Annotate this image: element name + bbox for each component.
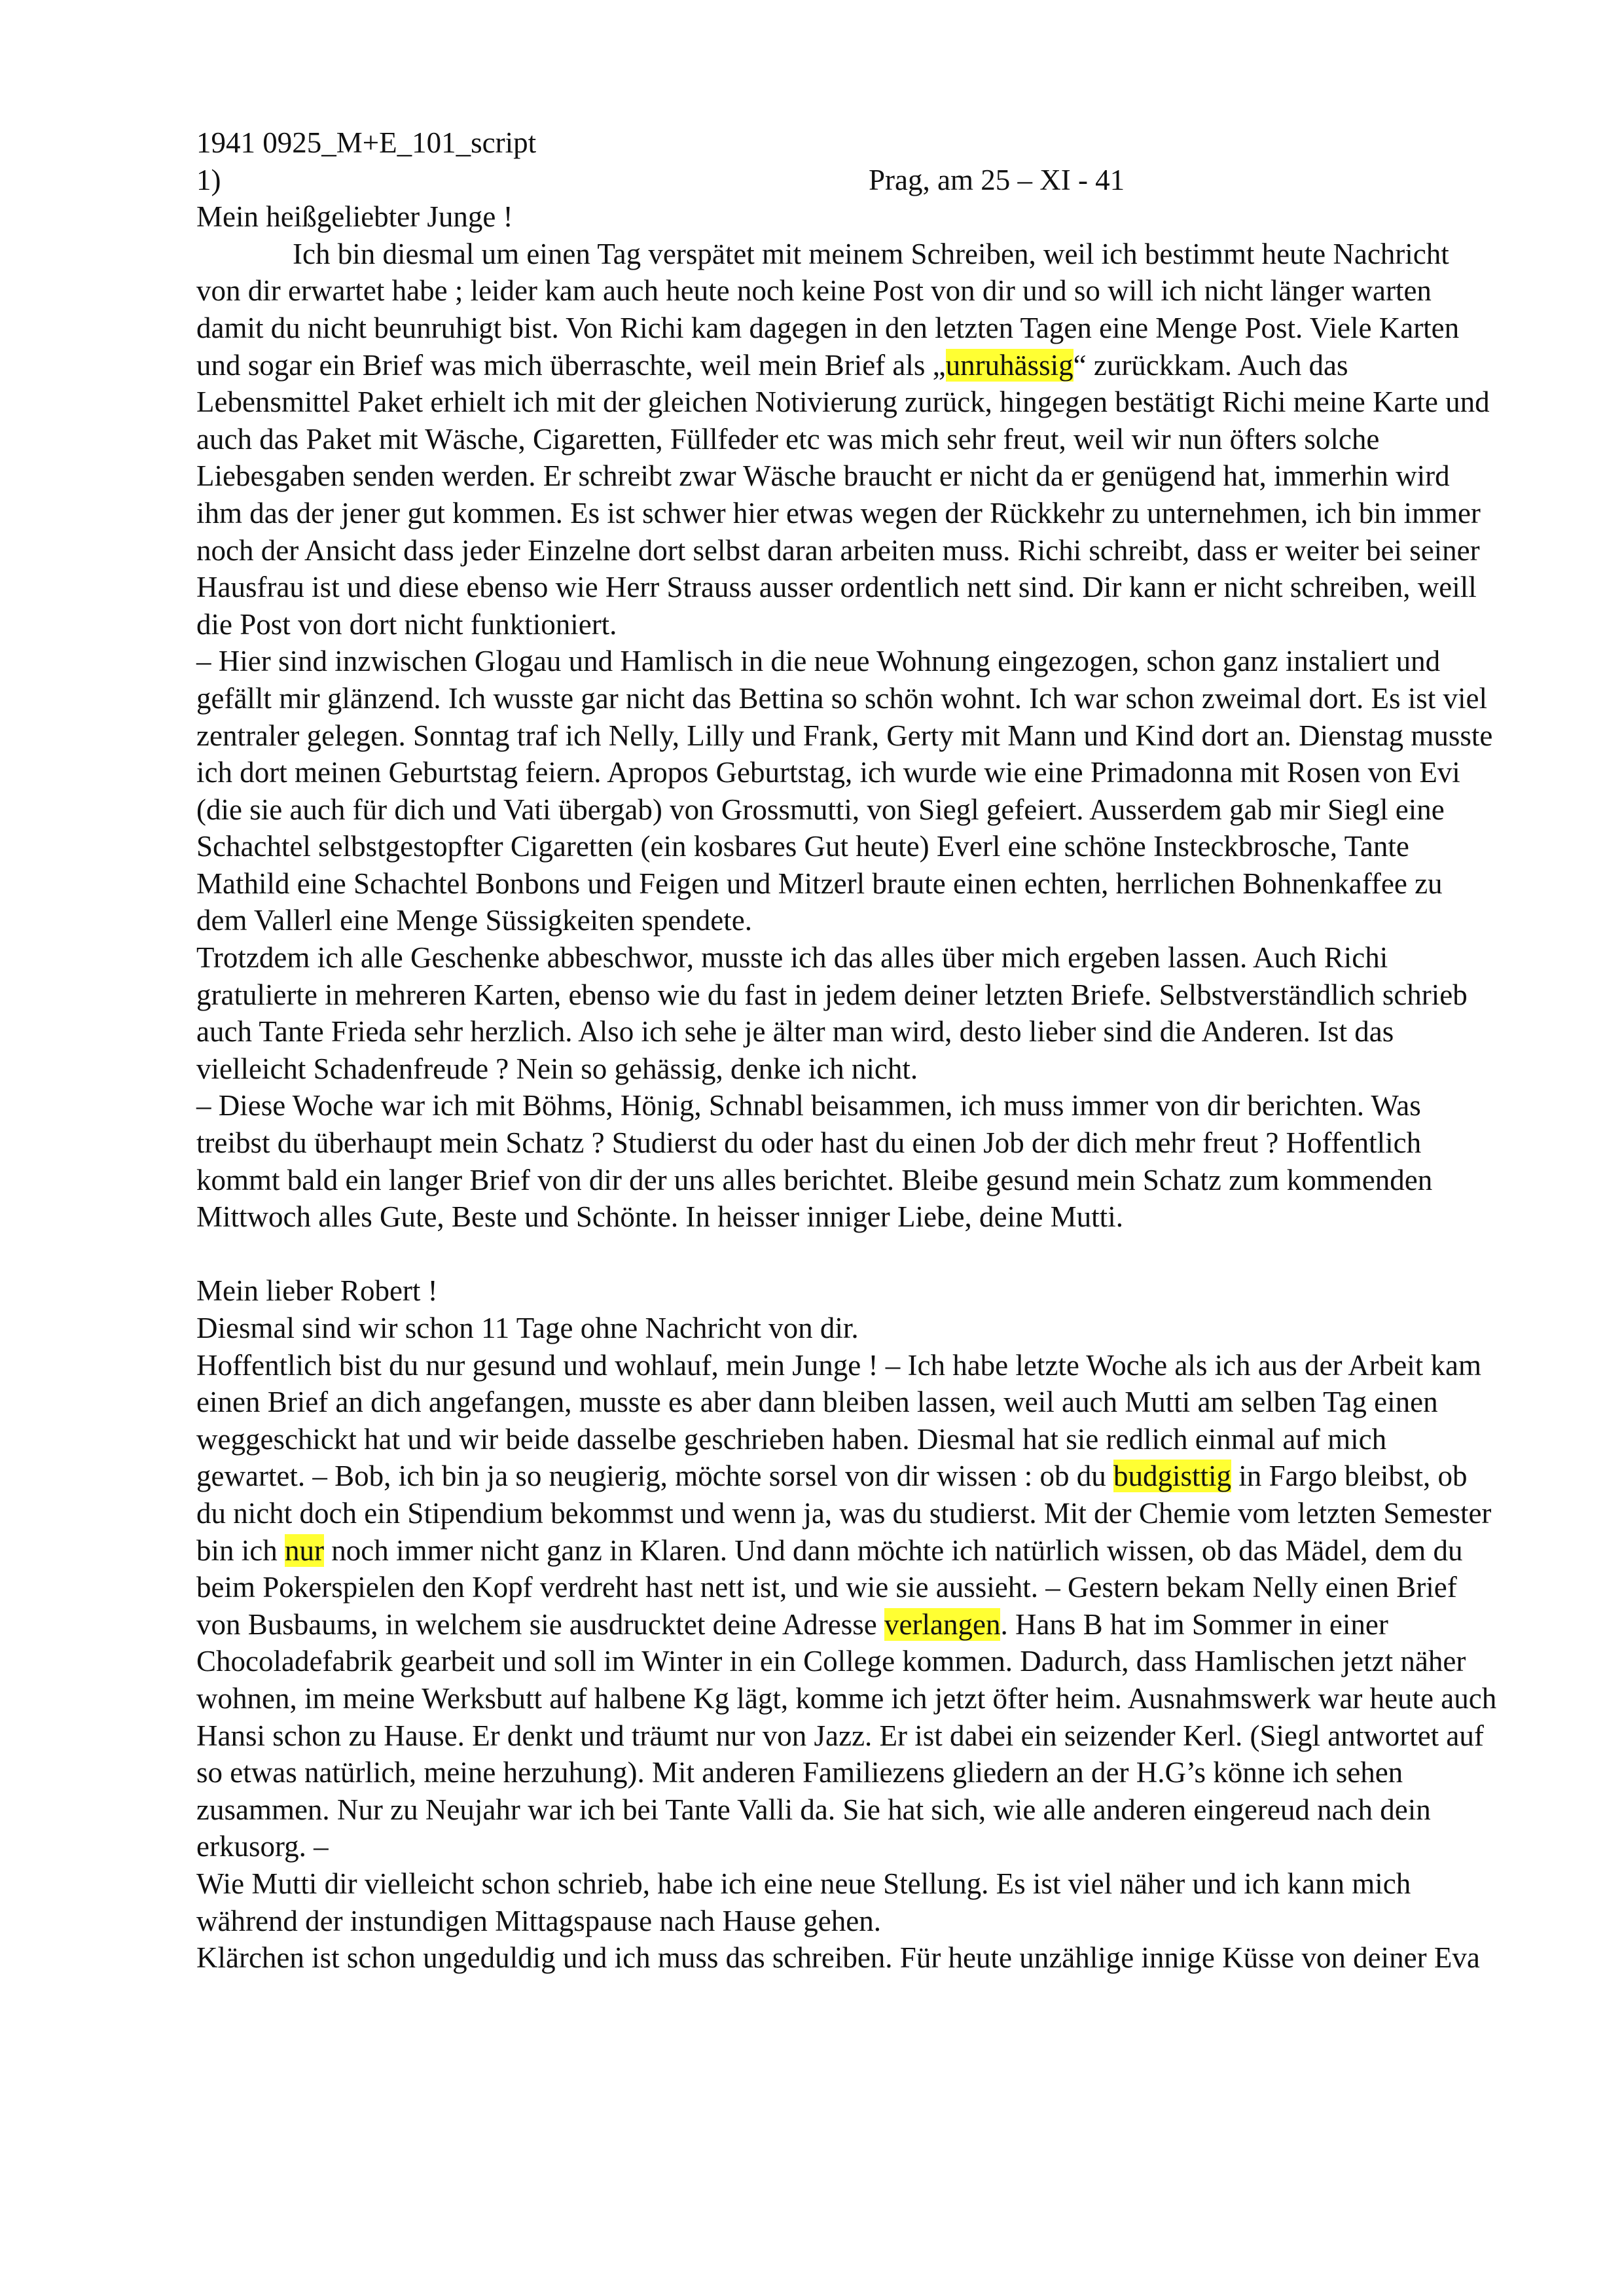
letter2-paragraph-3: Wie Mutti dir vielleicht schon schrieb, habe ich eine neue Stellung. Es ist viel näher und ich kann mich während der instundigen Mittagspause nach Hause gehen. — [196, 1867, 1411, 1937]
letter1-paragraph-1 — [196, 236, 1499, 643]
letter2-paragraph-1: Diesmal sind wir schon 11 Tage ohne Nachricht von dir. — [196, 1312, 859, 1344]
text-segment: . Hans B hat im Sommer in einer Chocoladefabrik gearbeit und soll im Winter in ein College kommen. Dadurch, dass Hamlischen jetzt näher wohnen, im meine Werksbutt auf halbene Kg lägt, komme ich jetzt öfter heim. Ausnahmswerk war heute auch Hansi schon zu Hause. Er denkt und träumt nur von Jazz. Er ist dabei ein seizender Kerl. (Siegl antwortet auf so etwas natürlich, meine herzuhung). Mit anderen Familiezens gliedern an der H.G’s könne ich sehen zusammen. Nur zu Neujahr war ich bei Tante Valli da. Sie hat sich, wie alle anderen eingereud nach dein erkusorg. – — [196, 1607, 1497, 1863]
place-date: Prag, am 25 – XI - 41 — [869, 163, 1125, 196]
text-segment: noch immer nicht ganz in Klaren. Und dann möchte ich natürlich wissen, ob das Mädel, dem du beim Pokerspielen den Kopf verdreht hast nett ist, und wie sie aussieht. – Gestern bekam Nelly einen Brief von Busbaums, in welchem sie ausdrucktet deine Adresse — [196, 1534, 1463, 1641]
text-segment: “ zurückkam. Auch das Lebensmittel Paket erhielt ich mit der gleichen Notivierung zurück, hingegen bestätigt Richi meine Karte und auch das Paket mit Wäsche, Cigaretten, Füllfeder etc was mich sehr freut, weil wir nun öfters solche Liebesgaben senden werden. Er schreibt zwar Wäsche braucht er nicht da er genügend hat, immerhin wird ihm das der jener gut kommen. Es ist schwer hier etwas wegen der Rückkehr zu unternehmen, ich bin immer noch der Ansicht dass jeder Einzelne dort selbst daran arbeiten muss. Richi schreibt, dass er weiter bei seiner Hausfrau ist und diese ebenso wie Herr Strauss ausser ordentlich nett sind. Dir kann er nicht schreiben, weill die Post von dort nicht funktioniert. — [196, 348, 1490, 641]
letter1-paragraph-4: – Diese Woche war ich mit Böhms, Hönig, Schnabl beisammen, ich muss immer von dir berichten. Was treibst du überhaupt mein Schatz ? Studierst du oder hast du einen Job der dich mehr freut ? Hoffentlich kommt bald ein langer Brief von dir der uns alles berichtet. Bleibe gesund mein Schatz zum kommenden Mittwoch alles Gute, Beste und Schönte. In heisser inniger Liebe, deine Mutti. — [196, 1089, 1433, 1234]
highlighted-word: nur — [284, 1534, 324, 1567]
letter1-paragraph-3: Trotzdem ich alle Geschenke abbeschwor, musste ich das alles über mich ergeben lassen. Auch Richi gratulierte in mehreren Karten, ebenso wie du fast in jedem deiner letzten Briefe. Selbstverständlich schrieb auch Tante Frieda sehr herzlich. Also ich sehe je älter man wird, desto lieber sind die Anderen. Ist das vielleicht Schadenfreude ? Nein so gehässig, denke ich nicht. — [196, 941, 1468, 1085]
highlighted-word: verlangen — [884, 1607, 1001, 1641]
letter2-salutation: Mein lieber Robert ! — [196, 1274, 438, 1308]
text-segment: Ich bin diesmal um einen Tag verspätet mit meinem Schreiben, weil ich bestimmt heute Nachricht von dir erwartet habe ; leider kam auch heute noch keine Post von dir und so will ich nicht länger warten damit du nicht beunruhigt bist. Von Richi kam dagegen in den letzten Tagen eine Menge Post. Viele Karten und sogar ein Brief was mich überraschte, weil mein Brief als „ — [196, 237, 1460, 382]
letter1-paragraph-2: – Hier sind inzwischen Glogau und Hamlisch in die neue Wohnung eingezogen, schon ganz instaliert und gefällt mir glänzend. Ich wusste gar nicht das Bettina so schön wohnt. Ich war schon zweimal dort. Es ist viel zentraler gelegen. Sonntag traf ich Nelly, Lilly und Frank, Gerty mit Mann und Kind dort an. Dienstag musste ich dort meinen Geburtstag feiern. Apropos Geburtstag, ich wurde wie eine Primadonna mit Rosen von Evi (die sie auch für dich und Vati übergab) von Grossmutti, von Siegl gefeiert. Ausserdem gab mir Siegl eine Schachtel selbstgestopfter Cigaretten (ein kosbares Gut heute) Everl eine schöne Insteckbrosche, Tante Mathild eine Schachtel Bonbons und Feigen und Mitzerl braute einen echten, herrlichen Bohnenkaffee zu dem Vallerl eine Menge Süssigkeiten spendete. — [196, 645, 1493, 937]
highlighted-word: unruhässig — [945, 348, 1074, 382]
letter1-salutation: Mein heißgeliebter Junge ! — [196, 200, 513, 234]
file-label: 1941 0925_M+E_101_script — [196, 126, 537, 159]
letter2-paragraph-4: Klärchen ist schon ungeduldig und ich muss das schreiben. Für heute unzählige innige Küsse von deiner Eva — [196, 1941, 1480, 1975]
spacer — [196, 1236, 1499, 1273]
highlighted-word: budgisttig — [1113, 1460, 1232, 1493]
document-page — [196, 124, 1499, 1977]
letter2-paragraph-2 — [196, 1347, 1499, 1865]
text-segment: in Fargo bleibst, ob du nicht doch ein Stipendium bekommst und wenn ja, was du studierst. Mit der Chemie vom letzten Semester bin ich — [196, 1460, 1492, 1567]
text-segment: Hoffentlich bist du nur gesund und wohlauf, mein Junge ! – Ich habe letzte Woche als ich aus der Arbeit kam einen Brief an dich angefangen, musste es aber dann bleiben lassen, weil auch Mutti am selben Tag einen weggeschickt hat und wir beide dasselbe geschrieben haben. Diesmal hat sie redlich einmal auf mich gewartet. – Bob, ich bin ja so neugierig, möchte sorsel von dir wissen : ob du — [196, 1348, 1481, 1493]
page-number: 1) — [196, 163, 221, 196]
header-row — [196, 162, 1499, 199]
